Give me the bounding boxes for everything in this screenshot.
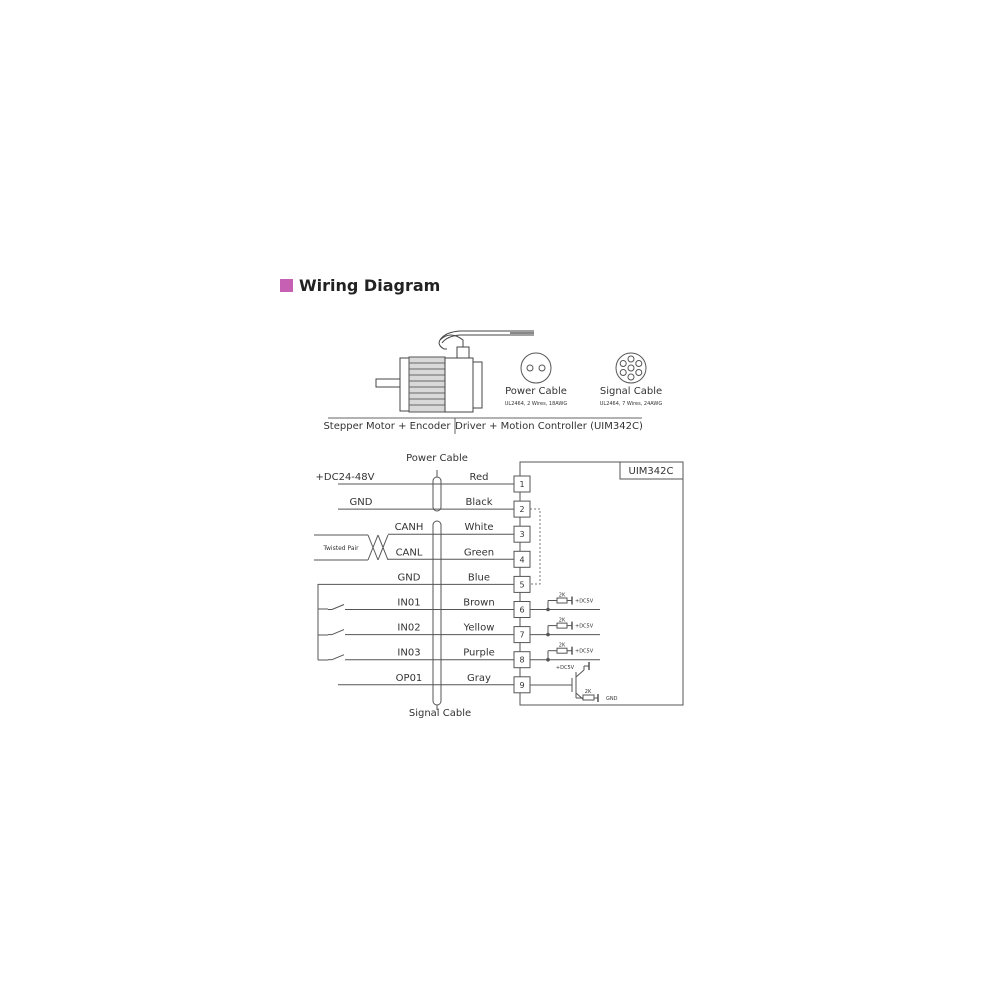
wire-color-label: Blue [467, 572, 491, 584]
cable-sleeves [433, 470, 441, 710]
schematic-power-cable-label: Power Cable [406, 453, 468, 464]
signal-label: GND [397, 572, 421, 584]
wire-color-label: Black [465, 497, 493, 509]
motor-label: Stepper Motor + Encoder [323, 421, 451, 432]
resistor-label: 2K [558, 617, 566, 624]
output-resistor-label: 2K [584, 689, 592, 695]
pin-rows [316, 472, 530, 693]
wire-color-label: Brown [463, 597, 495, 609]
wire-color-label: White [464, 522, 494, 534]
pullup-6 [530, 593, 600, 611]
supply-label: +DC5V [575, 623, 594, 630]
pin-number: 6 [519, 605, 525, 615]
power-cable-name: Power Cable [505, 386, 567, 397]
wire-color-label: Green [463, 547, 495, 559]
pin-row-6 [328, 598, 530, 618]
switch-contact [332, 605, 344, 610]
output-supply-label: +DC5V [555, 665, 575, 671]
pullup-7 [530, 618, 600, 636]
pin-number: 2 [519, 505, 525, 515]
signal-cable-name: Signal Cable [599, 386, 663, 397]
driver-label: Driver + Motion Controller (UIM342C) [455, 421, 643, 432]
motor-illustration [376, 331, 534, 412]
wire-color-label: Yellow [463, 622, 495, 634]
signal-label: IN02 [397, 622, 421, 634]
pin-number: 8 [519, 655, 525, 665]
pin-row-9 [338, 673, 530, 693]
module-box [520, 462, 683, 705]
pin-row-8 [328, 648, 530, 668]
power-cable-spec: UL2464, 2 Wires, 18AWG [504, 401, 568, 407]
signal-label: +DC24-48V [315, 472, 375, 483]
signal-label: CANL [395, 547, 423, 559]
pin-row-1 [316, 472, 530, 492]
schematic-signal-cable-label: Signal Cable [408, 708, 472, 719]
pin-row-5 [318, 572, 530, 592]
input-pullups [530, 593, 600, 662]
pin-number: 9 [519, 680, 525, 690]
switch-contact [332, 630, 344, 635]
signal-label: GND [349, 497, 373, 509]
signal-cable-icon [616, 353, 646, 383]
wire-color-label: Red [469, 472, 489, 483]
resistor-label: 2K [558, 592, 566, 599]
pin-number: 7 [519, 630, 525, 640]
signal-cable-spec: UL2464, 7 Wires, 24AWG [599, 401, 663, 407]
pin-row-4 [388, 547, 530, 567]
pin-number: 1 [519, 480, 525, 489]
signal-label: OP01 [395, 672, 423, 684]
page-title: Wiring Diagram [299, 276, 441, 295]
resistor-label: 2K [558, 642, 566, 649]
pin-number: 5 [519, 580, 525, 590]
resistor-icon [557, 623, 567, 628]
signal-label: CANH [394, 522, 424, 534]
twisted-pair-label: Twisted Pair [323, 545, 359, 552]
supply-label: +DC5V [575, 648, 594, 655]
input-switch-wiring [318, 584, 328, 660]
signal-label: IN01 [397, 597, 421, 609]
module-label: UIM342C [628, 466, 674, 477]
signal-label: IN03 [397, 647, 421, 659]
output-ground-label: GND [606, 696, 618, 702]
pullup-8 [530, 643, 600, 661]
pin-number: 3 [519, 530, 525, 540]
pin-row-2 [338, 497, 530, 517]
resistor-icon [557, 598, 567, 603]
pin-number: 4 [519, 555, 525, 565]
pin-row-3 [388, 522, 530, 542]
wire-color-label: Purple [463, 647, 495, 659]
switch-contact [332, 655, 344, 660]
power-cable-icon [521, 353, 551, 383]
pin-row-7 [328, 623, 530, 643]
resistor-icon [557, 648, 567, 653]
gnd-link-dashed [530, 509, 540, 584]
supply-label: +DC5V [575, 598, 594, 605]
wire-color-label: Gray [467, 672, 491, 684]
